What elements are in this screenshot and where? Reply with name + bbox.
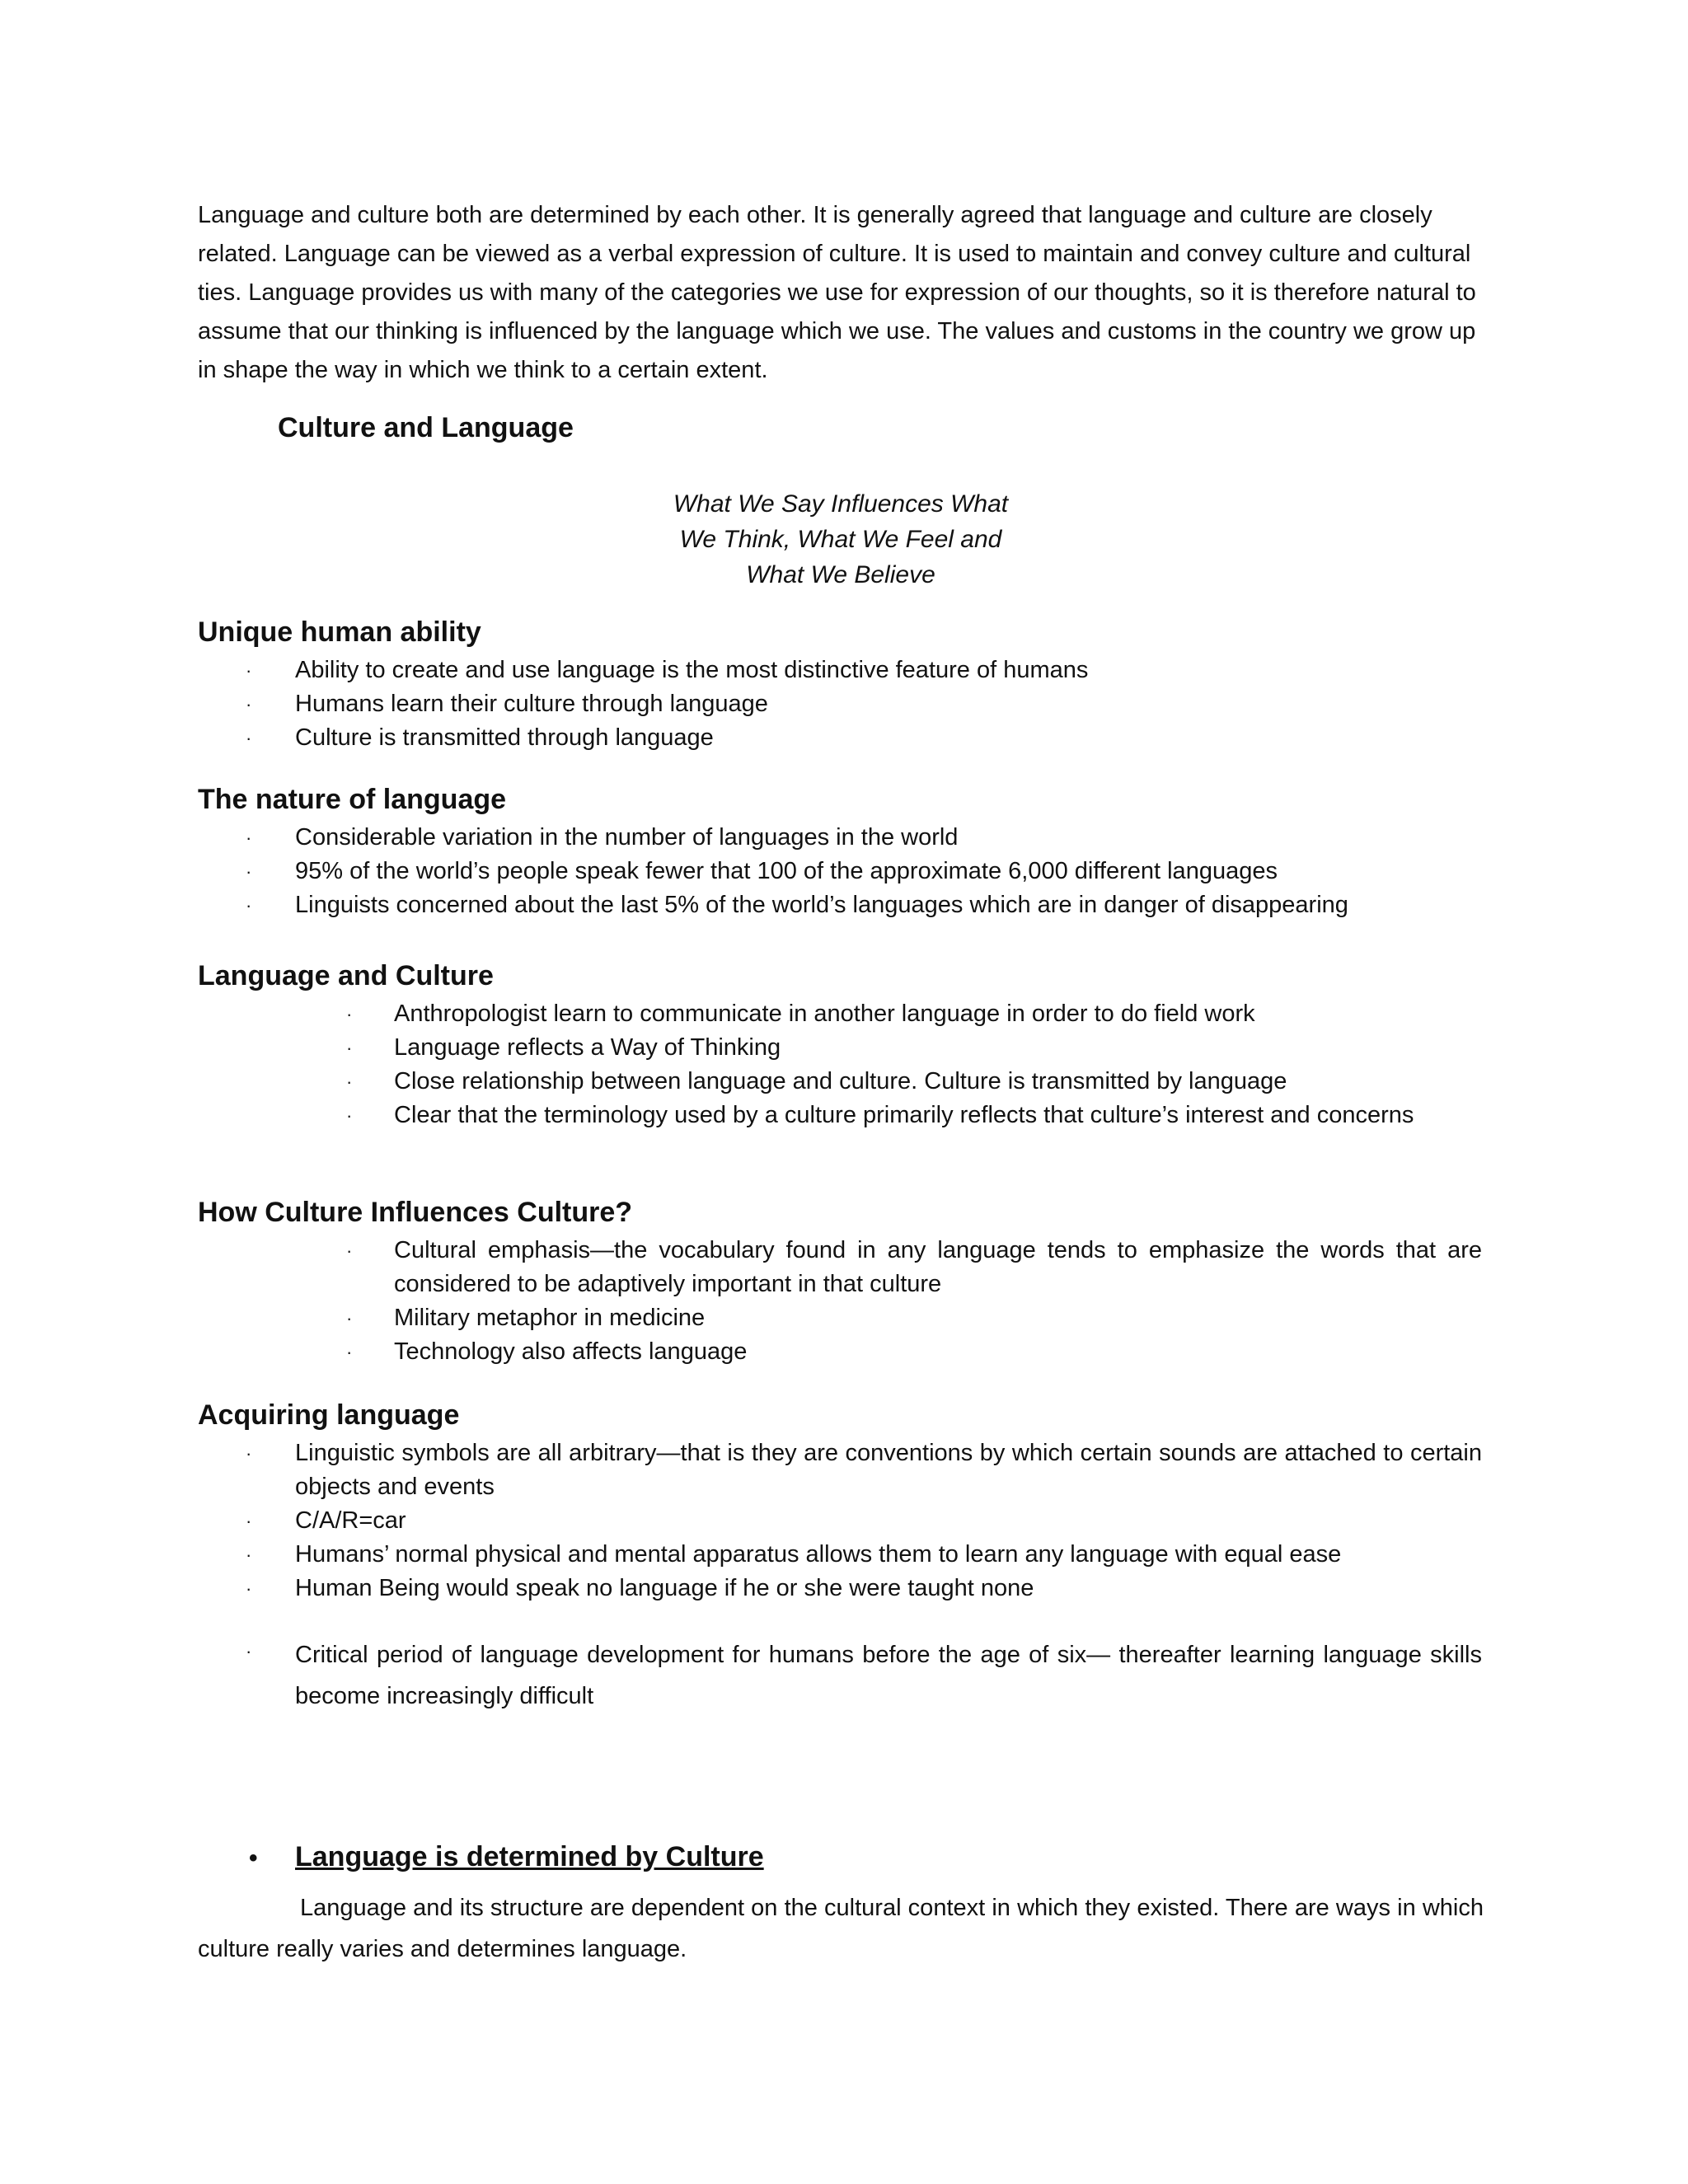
list-item: · Considerable variation in the number of languages in the world <box>295 821 1482 855</box>
bullet-dot-icon: · <box>246 1641 252 1661</box>
list-item: · Clear that the terminology used by a culture primarily reflects that culture’s interest and concerns <box>394 1099 1482 1132</box>
list-item: · Military metaphor in medicine <box>394 1301 1482 1335</box>
language-culture-list <box>346 997 1482 1132</box>
bullet-dot-icon: · <box>246 1511 252 1531</box>
bullet-dot-icon: · <box>246 895 252 916</box>
list-item: · Technology also affects language <box>394 1335 1482 1369</box>
nature-list <box>246 821 1482 922</box>
final-heading <box>249 1841 764 1873</box>
list-item: · Close relationship between language and culture. Culture is transmitted by language <box>394 1065 1482 1099</box>
section-heading-unique: Unique human ability <box>198 616 481 648</box>
list-item: · Language reflects a Way of Thinking <box>394 1031 1482 1065</box>
list-item: · Humans learn their culture through language <box>295 687 1482 721</box>
bullet-dot-icon: · <box>346 1038 353 1058</box>
quote-line: What We Say Influences What <box>673 490 1009 518</box>
italic-quote <box>577 486 1104 593</box>
bullet-dot-icon: · <box>246 861 252 882</box>
list-item: · Anthropologist learn to communicate in another language in order to do field work <box>394 997 1482 1031</box>
section-heading-acquiring: Acquiring language <box>198 1399 460 1431</box>
bullet-dot-icon: · <box>346 1240 353 1261</box>
list-item: · Linguists concerned about the last 5% of the world’s languages which are in danger of disappearing <box>295 888 1482 922</box>
bullet-dot-icon: · <box>246 728 252 748</box>
bullet-dot-icon: · <box>246 1443 252 1464</box>
culture-and-language-subheading: Culture and Language <box>278 412 574 443</box>
section-heading-language-culture: Language and Culture <box>198 960 494 991</box>
list-item: · Cultural emphasis—the vocabulary found in any language tends to emphasize the words that are considered to be adaptively important in that culture <box>394 1234 1482 1301</box>
quote-line: What We Believe <box>746 561 935 588</box>
section-heading-nature: The nature of language <box>198 784 507 815</box>
final-paragraph: Language and its structure are dependent on the cultural context in which they existed. There are ways in which culture really varies and determines language. <box>198 1895 1484 1962</box>
intro-paragraph: Language and culture both are determined by each other. It is generally agreed that language and culture are closely related. Language can be viewed as a verbal expression of culture. It is used to maintain and convey culture and cultural ties. Language provides us with many of the categories we use for expression of our thoughts, so it is therefore natural to assume that our thinking is influenced by the language which we use. The values and customs in the country we grow up in shape the way in which we think to a certain extent. <box>198 202 1476 383</box>
bullet-dot-icon: · <box>246 694 252 715</box>
list-item: · Humans’ normal physical and mental apparatus allows them to learn any language with equal ease <box>295 1538 1482 1572</box>
influences-list <box>346 1234 1482 1369</box>
bullet-dot-icon: · <box>346 1105 353 1126</box>
acquiring-list <box>246 1436 1482 1717</box>
list-item: · Culture is transmitted through language <box>295 721 1482 755</box>
bullet-dot-icon: · <box>346 1071 353 1092</box>
list-item: · C/A/R=car <box>295 1504 1482 1538</box>
quote-line: We Think, What We Feel and <box>679 526 1002 553</box>
bullet-icon: • <box>249 1844 258 1872</box>
list-item: · 95% of the world’s people speak fewer that 100 of the approximate 6,000 different languages <box>295 855 1482 888</box>
final-heading-text: Language is determined by Culture <box>295 1841 764 1872</box>
list-item: · Human Being would speak no language if he or she were taught none <box>295 1572 1482 1605</box>
list-item: · Ability to create and use language is the most distinctive feature of humans <box>295 654 1482 687</box>
list-item: · Linguistic symbols are all arbitrary—that is they are conventions by which certain sounds are attached to certain objects and events <box>295 1436 1482 1504</box>
unique-list <box>246 654 1482 755</box>
list-item: · Critical period of language development for humans before the age of six— thereafter learning language skills become increasingly difficult <box>295 1634 1482 1717</box>
bullet-dot-icon: · <box>346 1004 353 1024</box>
bullet-dot-icon: · <box>246 1544 252 1565</box>
bullet-dot-icon: · <box>246 827 252 848</box>
bullet-dot-icon: · <box>246 660 252 681</box>
section-heading-influences: How Culture Influences Culture? <box>198 1197 633 1228</box>
bullet-dot-icon: · <box>246 1578 252 1599</box>
bullet-dot-icon: · <box>346 1308 353 1329</box>
bullet-dot-icon: · <box>346 1342 353 1362</box>
